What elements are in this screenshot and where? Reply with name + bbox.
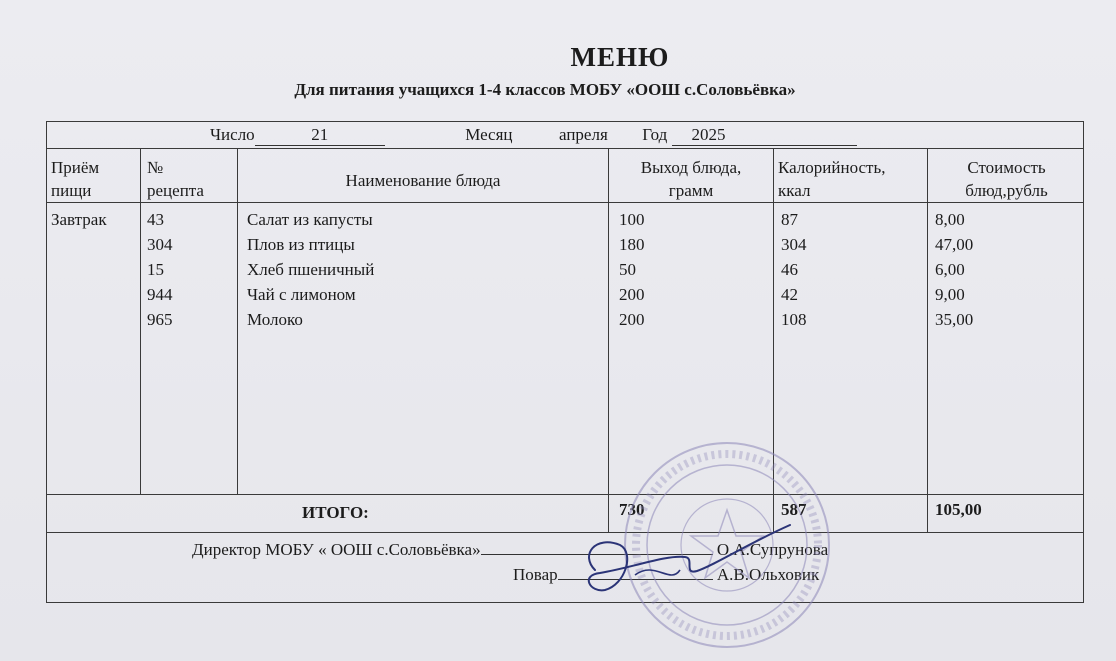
header-recipe-line2: рецепта <box>147 181 204 200</box>
director-name: О.А.Супрунова <box>716 540 829 559</box>
cook-name: А.В.Ольховик <box>716 565 820 584</box>
cost-column <box>935 207 973 332</box>
date-line <box>210 125 857 146</box>
column-divider <box>608 148 609 532</box>
table-cell-recipe: 43 <box>147 210 164 229</box>
header-calories-line2: ккал <box>778 181 811 200</box>
table-cell-weight: 100 <box>619 210 645 229</box>
header-meal-line1: Приём <box>51 158 100 177</box>
header-cost-line2: блюд,рубль <box>965 181 1048 200</box>
table-cell-recipe: 304 <box>147 235 173 254</box>
total-weight: 730 <box>619 500 645 519</box>
header-cost <box>928 156 1085 202</box>
table-cell-cost: 8,00 <box>935 210 965 229</box>
year-label: Год <box>642 125 668 144</box>
month-label: Месяц <box>465 125 513 144</box>
month-value: апреля <box>559 125 608 144</box>
table-cell-weight: 200 <box>619 285 645 304</box>
table-cell-calories: 46 <box>781 260 798 279</box>
total-cost: 105,00 <box>935 500 982 519</box>
dish-column <box>247 207 374 332</box>
table-cell-calories: 304 <box>781 235 807 254</box>
table-cell-dish: Хлеб пшеничный <box>247 260 375 279</box>
header-cost-line1: Стоимость <box>967 158 1046 177</box>
table-cell-weight: 50 <box>619 260 636 279</box>
header-weight <box>609 156 773 202</box>
cook-label: Повар <box>513 565 558 584</box>
day-value: 21 <box>255 125 385 146</box>
table-cell-recipe: 965 <box>147 310 173 329</box>
meal-name: Завтрак <box>51 210 107 229</box>
year-value: 2025 <box>672 125 857 146</box>
table-cell-dish: Салат из капусты <box>247 210 373 229</box>
header-dish: Наименование блюда <box>345 171 501 190</box>
header-calories-line1: Калорийность, <box>778 158 886 177</box>
table-cell-cost: 9,00 <box>935 285 965 304</box>
director-label: Директор МОБУ « ООШ с.Соловьёвка» <box>192 540 481 559</box>
handwritten-signature <box>575 515 805 605</box>
table-cell-calories: 108 <box>781 310 807 329</box>
header-recipe <box>147 156 204 202</box>
table-cell-cost: 35,00 <box>935 310 974 329</box>
column-divider <box>237 148 238 494</box>
header-recipe-line1: № <box>147 158 164 177</box>
table-cell-cost: 47,00 <box>935 235 974 254</box>
calories-column <box>781 207 807 332</box>
header-weight-line2: грамм <box>668 181 714 200</box>
table-cell-recipe: 15 <box>147 260 164 279</box>
total-label: ИТОГО: <box>302 503 369 522</box>
table-cell-dish: Молоко <box>247 310 303 329</box>
header-meal-line2: пищи <box>51 181 92 200</box>
weight-column <box>619 207 645 332</box>
page-title: МЕНЮ <box>570 42 670 72</box>
table-cell-calories: 87 <box>781 210 798 229</box>
table-cell-recipe: 944 <box>147 285 173 304</box>
table-cell-weight: 200 <box>619 310 645 329</box>
table-cell-dish: Плов из птицы <box>247 235 355 254</box>
table-cell-weight: 180 <box>619 235 645 254</box>
table-divider <box>47 532 1083 533</box>
header-meal <box>51 156 99 202</box>
table-cell-calories: 42 <box>781 285 798 304</box>
header-weight-line1: Выход блюда, <box>640 158 742 177</box>
header-calories <box>778 156 886 202</box>
menu-table <box>46 121 1084 603</box>
column-divider <box>927 148 928 532</box>
total-calories: 587 <box>781 500 807 519</box>
table-cell-cost: 6,00 <box>935 260 965 279</box>
column-divider <box>140 148 141 494</box>
day-label: Число <box>210 125 255 144</box>
page-subtitle: Для питания учащихся 1-4 классов МОБУ «ООШ с.Соловьёвка» <box>294 80 796 99</box>
recipe-column <box>147 207 173 332</box>
table-cell-dish: Чай с лимоном <box>247 285 356 304</box>
